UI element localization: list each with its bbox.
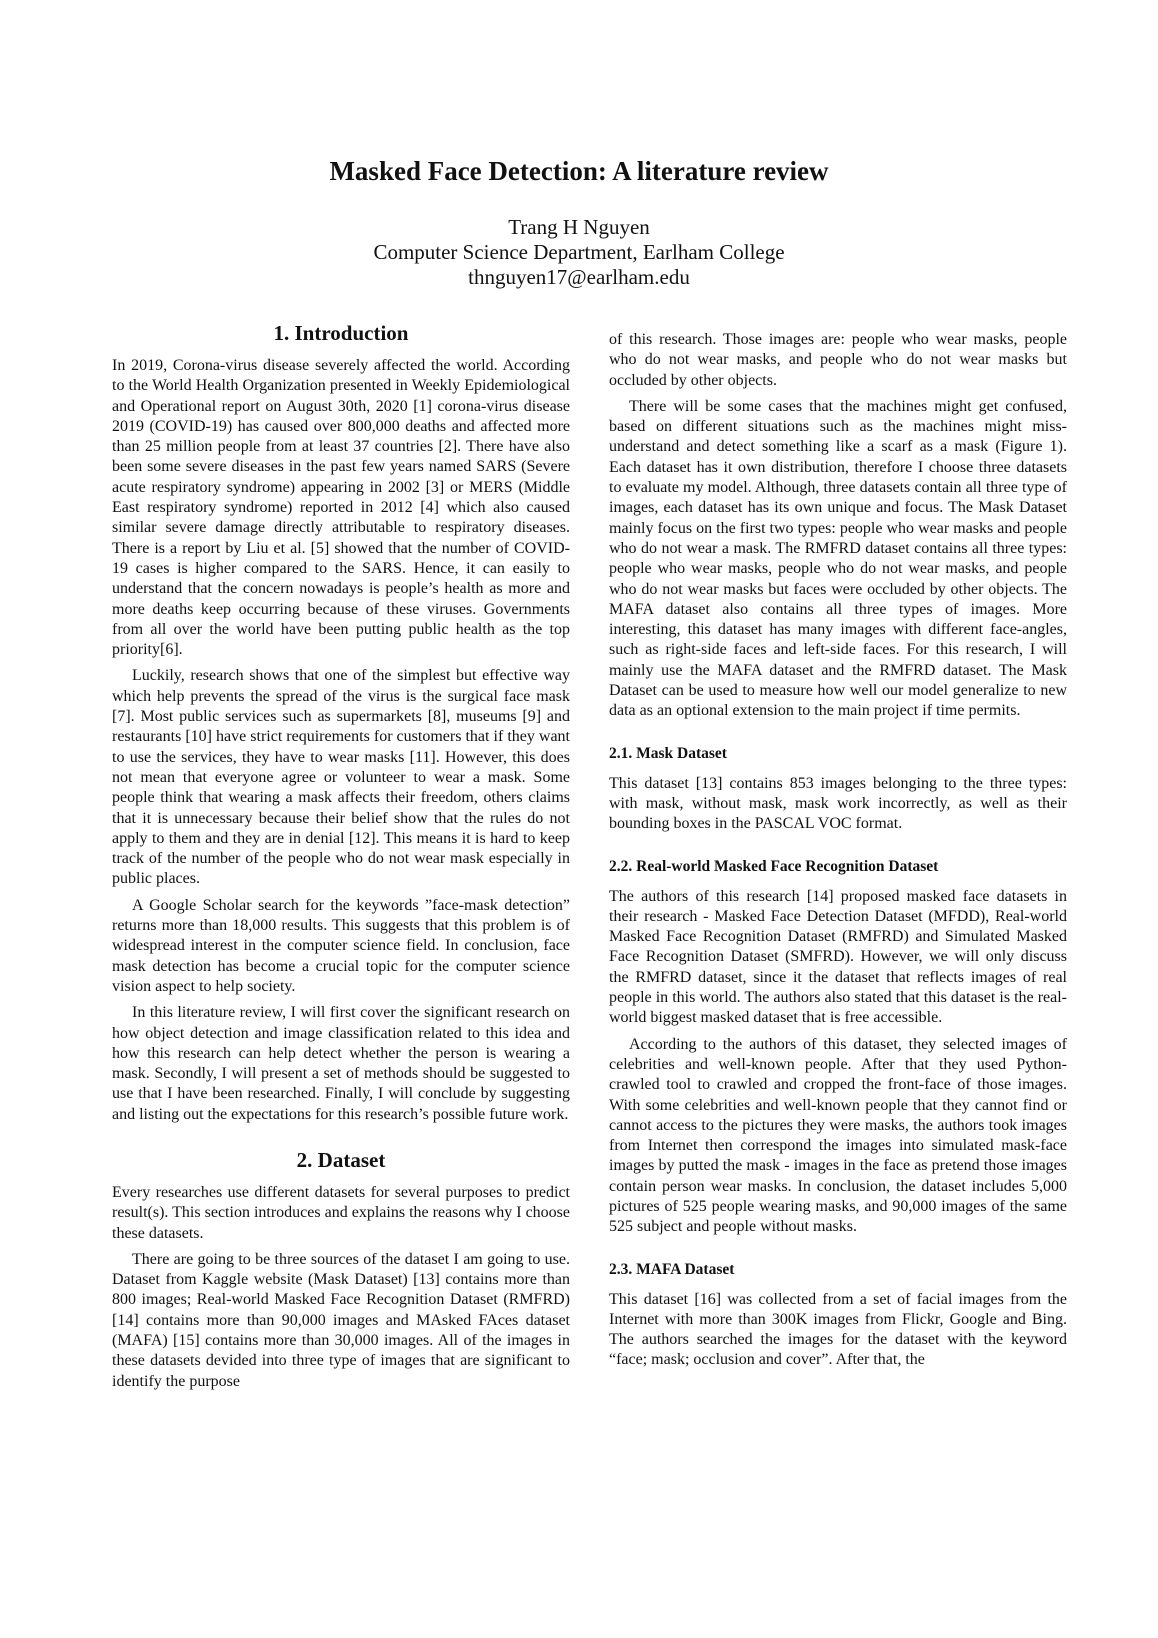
paragraph: There are going to be three sources of the dataset I am going to use. Dataset from Kaggle website (Mask Dataset) [13] contains more than 800 images; Real-world Masked Face Recognition Dataset (RMFRD) [14] contains more than 90,000 images and MAsked FAces dataset (MAFA) [15] contains more than 30,000 images. All of the images in these datasets devided into three type of images that are significant to identify the purpose bbox=[112, 1250, 570, 1390]
left-column bbox=[112, 320, 570, 1398]
subsection-heading-rmfrd: 2.2. Real-world Masked Face Recognition Dataset bbox=[609, 857, 939, 875]
author-block bbox=[0, 215, 1158, 290]
paragraph: of this research. Those images are: people who wear masks, people who do not wear masks, and people who do not wear masks but occluded by other objects. bbox=[609, 331, 1067, 389]
paragraph: According to the authors of this dataset, they selected images of celebrities and well-known people. After that they used Python-crawled tool to crawled and cropped the front-face of those images. With some celebrities and well-known people that they cannot find or cannot access to the pictures they were masks, the authors took images from Internet then correspond the images into simulated mask-face images by putted the mask - images in the face as pretend those images contain person wear masks. In conclusion, the dataset includes 5,000 pictures of 525 people wearing masks, and 90,000 images of the same 525 subject and people without masks. bbox=[609, 1035, 1067, 1236]
paper-title: Masked Face Detection: A literature review bbox=[329, 156, 829, 186]
paragraph: This dataset [13] contains 853 images belonging to the three types: with mask, without mask, mask work incorrectly, as well as their bounding boxes in the PASCAL VOC format. bbox=[609, 774, 1067, 833]
paragraph: There will be some cases that the machines might get confused, based on different situations such as the machines might miss-understand and detect something like a scarf as a mask (Figure 1). Each dataset has it own distribution, therefore I choose three datasets to evaluate my model. Although, three datasets contain all three type of images, each dataset has its own unique and focus. The Mask Dataset mainly focus on the first two types: people who wear masks and people who do not wear a mask. The RMFRD dataset contains all three types: people who wear masks, people who do not wear masks, and people who do not wear masks but faces were occluded by other objects. The MAFA dataset also contains all three types of images. More interesting, this dataset has many images with different face-angles, such as right-side faces and left-side faces. For this research, I will mainly use the MAFA dataset and the RMFRD dataset. The Mask Dataset can be used to measure how well our model generalize to new data as an optional extension to the main project if time permits. bbox=[609, 397, 1067, 720]
section-heading-introduction: 1. Introduction bbox=[273, 321, 409, 345]
paragraph: Luckily, research shows that one of the simplest but effective way which help prevents the spread of the virus is the surgical face mask [7]. Most public services such as supermarkets [8], museums [9] and restaurants [10] have strict requirements for customers that if they want to use the services, they have to wear masks [11]. However, this does not mean that everyone agree or volunteer to wear a mask. Some people think that wearing a mask affects their freedom, others claims that it is unnecessary because their belief show that the rules do not apply to them and they are in denial [12]. This means it is hard to keep track of the number of the people who do not wear mask especially in public places. bbox=[112, 667, 570, 888]
paragraph: The authors of this research [14] proposed masked face datasets in their research - Masked Face Detection Dataset (MFDD), Real-world Masked Face Recognition Dataset (RMFRD) and Simulated Masked Face Recognition Dataset (SMFRD). However, we will only discuss the RMFRD dataset, since it the dataset that reflects images of real people in this world. The authors also stated that this dataset is the real-world biggest masked dataset that is free accessible. bbox=[609, 887, 1067, 1027]
paragraph: In this literature review, I will first cover the significant research on how object detection and image classification related to this idea and how this research can help detect whether the person is wearing a mask. Secondly, I will present a set of methods should be suggested to use that I have been researched. Finally, I will conclude by suggesting and listing out the expectations for this research’s possible future work. bbox=[112, 1004, 570, 1123]
right-column bbox=[609, 330, 1067, 1377]
paragraph: A Google Scholar search for the keywords ”face-mask detection” returns more than 18,000 results. This suggests that this problem is of widespread interest in the computer science field. In conclusion, face mask detection has become a crucial topic for the computer science vision aspect to help society. bbox=[112, 896, 570, 995]
author-name: Trang H Nguyen bbox=[508, 215, 650, 239]
paragraph: In 2019, Corona-virus disease severely affected the world. According to the World Health Organization presented in Weekly Epidemiological and Operational report on August 30th, 2020 [1] corona-virus disease 2019 (COVID-19) has caused over 800,000 deaths and affected more than 25 million people from at least 37 countries [2]. There have also been some severe diseases in the past few years named SARS (Severe acute respiratory syndrome) appearing in 2002 [3] or MERS (Middle East respiratory syndrome) reported in 2012 [4] which also caused similar severe damage directly attributable to respiratory diseases. There is a report by Liu et al. [5] showed that the number of COVID-19 cases is higher compared to the SARS. Hence, it can easily to understand that the concern nowadays is people’s health as more and more deaths keep occurring because of these viruses. Governments from all over the world have been putting public health as the top priority[6]. bbox=[112, 357, 570, 659]
author-affiliation: Computer Science Department, Earlham College bbox=[373, 240, 785, 264]
subsection-heading-mafa: 2.3. MAFA Dataset bbox=[609, 1260, 735, 1278]
paragraph: This dataset [16] was collected from a set of facial images from the Internet with more than 300K images from Flickr, Google and Bing. The authors searched the images for the dataset with the keyword “face; mask; occlusion and cover”. After that, the bbox=[609, 1290, 1067, 1369]
author-email: thnguyen17@earlham.edu bbox=[468, 265, 690, 289]
section-heading-dataset: 2. Dataset bbox=[296, 1147, 386, 1172]
subsection-heading-mask-dataset: 2.1. Mask Dataset bbox=[609, 744, 727, 762]
paragraph: Every researches use different datasets for several purposes to predict result(s). This section introduces and explains the reasons why I choose these datasets. bbox=[112, 1183, 570, 1242]
